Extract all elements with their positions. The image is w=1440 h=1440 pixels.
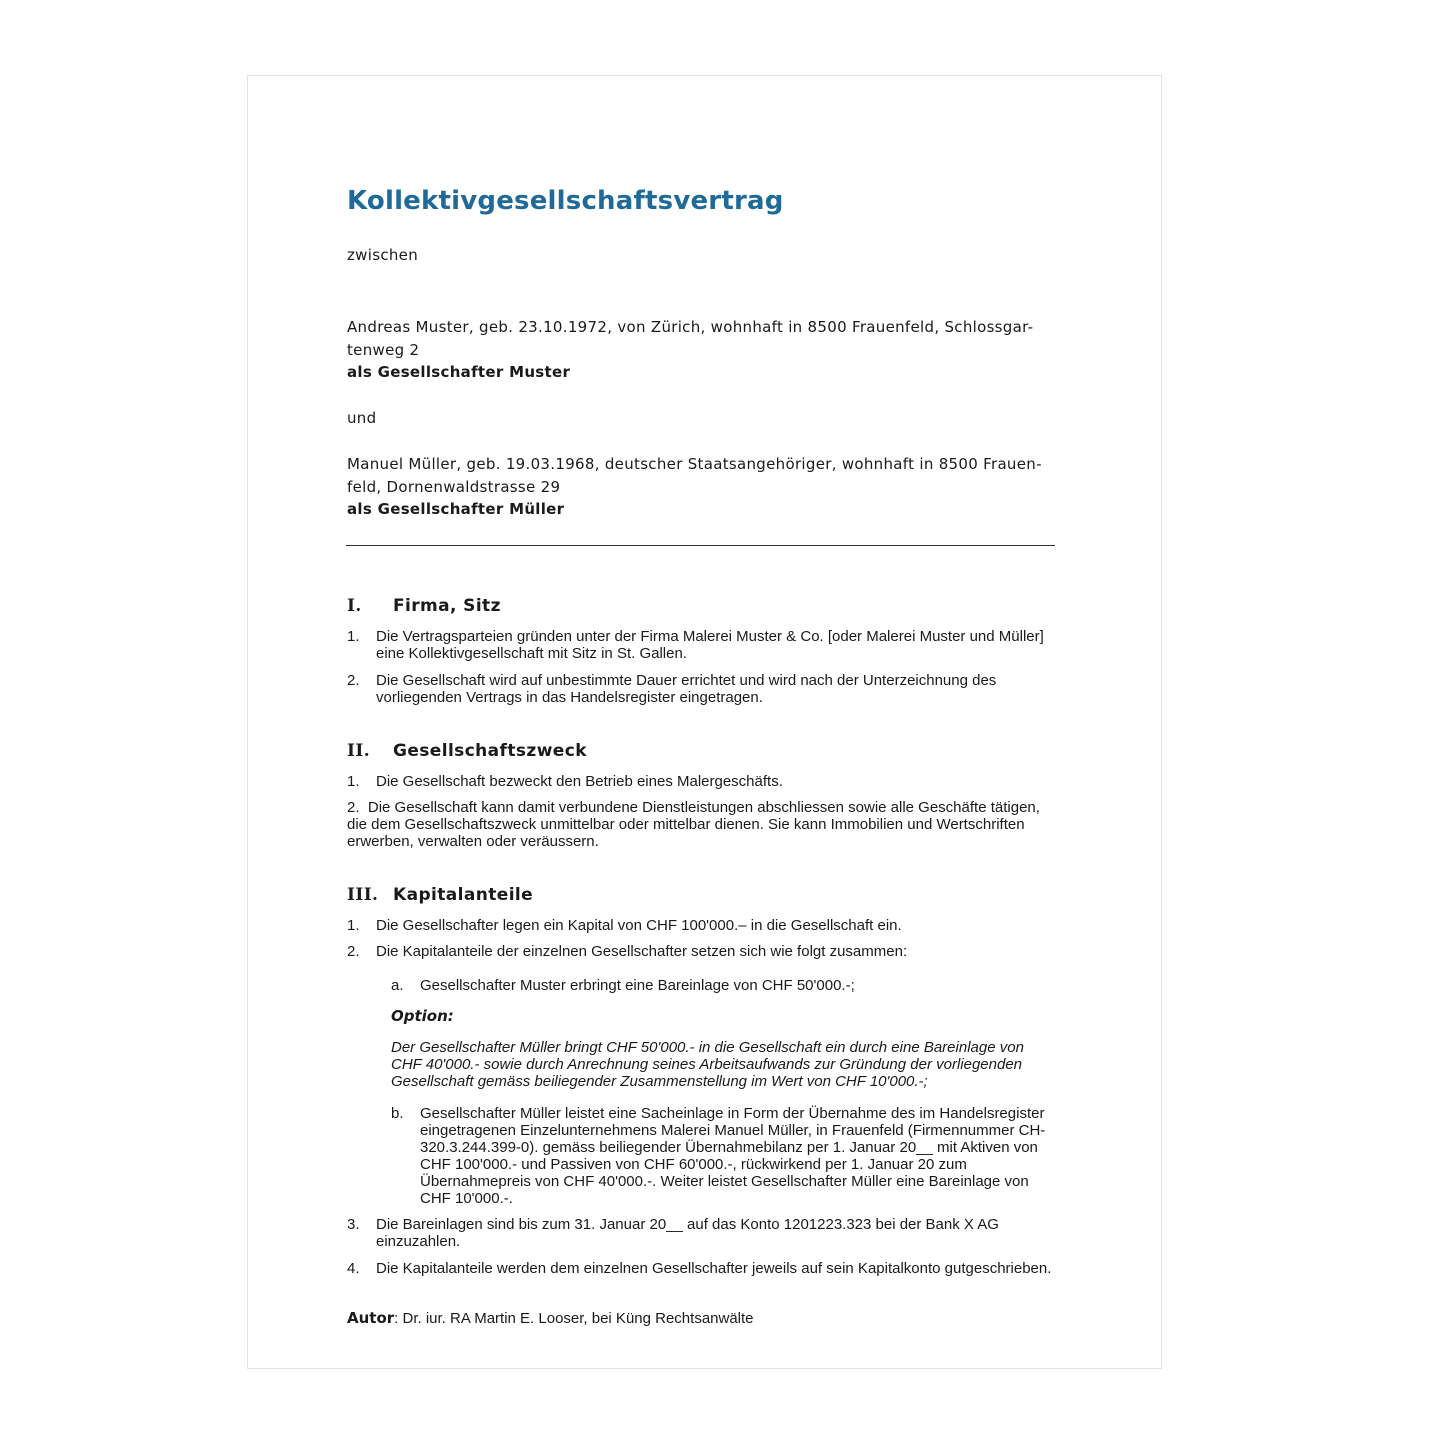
section-heading-3 bbox=[347, 885, 533, 905]
option-text: Der Gesellschafter Müller bringt CHF 50'000.- in die Gesellschaft ein durch eine Bareinlage von CHF 40'000.- sowie durch Anrechnung seines Arbeitsaufwands zur Gründung der vorliegenden Gesellschaft gemäss beiliegender Zusammenstellung im Wert von CHF 10'000.-; bbox=[391, 1039, 1024, 1090]
party2-line2: feld, Dornenwaldstrasse 29 bbox=[347, 478, 561, 496]
item-text: Die Vertragsparteien gründen unter der Firma Malerei Muster & Co. [oder Malerei Muster und Müller] eine Kollektivgesellschaft mit Sitz in St. Gallen. bbox=[376, 628, 1044, 662]
sub-item-text: Gesellschafter Müller leistet eine Sacheinlage in Form der Übernahme des im Handelsregister eingetragenen Einzelunternehmens Malerei Manuel Müller, in Frauenfeld (Firmennummer CH-320.3.244.399-0). gemäss beiliegender Übernahmebilanz per 1. Januar 20__ mit Aktiven von CHF 100'000.- und Passiven von CHF 60'000.-, rückwirkend per 1. Januar 20 zum Übernahmepreis von CHF 40'000.-. Weiter leistet Gesellschafter Müller eine Bareinlage von CHF 10'000.-. bbox=[420, 1105, 1046, 1207]
item-number: 1. bbox=[347, 628, 360, 645]
item-number: 1. bbox=[347, 773, 360, 790]
list-item bbox=[347, 1260, 1053, 1277]
party1-role: als Gesellschafter Muster bbox=[347, 363, 571, 381]
party2-role: als Gesellschafter Müller bbox=[347, 500, 565, 518]
divider-line bbox=[346, 545, 1055, 546]
section-title: Gesellschaftszweck bbox=[393, 741, 587, 761]
and-text: und bbox=[347, 409, 377, 427]
list-item bbox=[347, 1216, 1053, 1250]
item-number: 2. bbox=[347, 943, 360, 960]
section-heading-1 bbox=[347, 596, 501, 616]
item-text: Die Gesellschaft wird auf unbestimmte Dauer errichtet und wird nach der Unterzeichnung des vorliegenden Vertrags in das Handelsregister eingetragen. bbox=[376, 672, 997, 706]
document-page bbox=[247, 75, 1162, 1369]
document-title: Kollektivgesellschaftsvertrag bbox=[347, 186, 784, 216]
sub-item-text: Gesellschafter Muster erbringt eine Bareinlage von CHF 50'000.-; bbox=[420, 977, 855, 994]
item-text: Die Kapitalanteile der einzelnen Gesellschafter setzen sich wie folgt zusammen: bbox=[376, 943, 908, 960]
list-item bbox=[347, 628, 1053, 662]
item-text: Die Bareinlagen sind bis zum 31. Januar 20__ auf das Konto 1201223.323 bei der Bank X AG einzuzahlen. bbox=[376, 1216, 999, 1250]
list-item bbox=[347, 799, 1053, 850]
item-text: Die Gesellschafter legen ein Kapital von CHF 100'000.– in die Gesellschaft ein. bbox=[376, 917, 902, 934]
sub-item-letter: b. bbox=[391, 1105, 404, 1122]
party1-line1: Andreas Muster, geb. 23.10.1972, von Zürich, wohnhaft in 8500 Frauenfeld, Schlossgar- bbox=[347, 318, 1034, 336]
section-title: Firma, Sitz bbox=[393, 596, 501, 616]
section-heading-2 bbox=[347, 741, 587, 761]
item-text: Die Kapitalanteile werden dem einzelnen Gesellschafter jeweils auf sein Kapitalkonto gutgeschrieben. bbox=[376, 1260, 1052, 1277]
party2-line1: Manuel Müller, geb. 19.03.1968, deutscher Staatsangehöriger, wohnhaft in 8500 Frauen- bbox=[347, 455, 1042, 473]
item-number: 3. bbox=[347, 1216, 360, 1233]
item-number: 2. bbox=[347, 672, 360, 689]
author-text: : Dr. iur. RA Martin E. Looser, bei Küng Rechtsanwälte bbox=[394, 1310, 754, 1327]
author-label: Autor bbox=[347, 1309, 395, 1327]
item-text: Die Gesellschaft kann damit verbundene Dienstleistungen abschliessen sowie alle Geschäfte tätigen, die dem Gesellschaftszweck unmittelbar oder mittelbar dienen. Sie kann Immobilien und Wertschriften erwerben, verwalten oder veräussern. bbox=[347, 799, 1040, 850]
list-item bbox=[347, 917, 1053, 934]
section-number: II. bbox=[347, 741, 371, 761]
section-number: I. bbox=[347, 596, 362, 616]
list-item bbox=[347, 672, 1053, 706]
between-text: zwischen bbox=[347, 246, 419, 264]
option-label: Option: bbox=[391, 1007, 454, 1025]
list-item bbox=[347, 773, 1053, 790]
list-item bbox=[347, 943, 1053, 960]
item-number: 2. bbox=[347, 799, 360, 816]
item-number: 4. bbox=[347, 1260, 360, 1277]
sub-item-a bbox=[391, 977, 1053, 994]
sub-item-letter: a. bbox=[391, 977, 404, 994]
author-line bbox=[347, 1309, 754, 1327]
section-number: III. bbox=[347, 885, 379, 905]
item-number: 1. bbox=[347, 917, 360, 934]
item-text: Die Gesellschaft bezweckt den Betrieb eines Malergeschäfts. bbox=[376, 773, 783, 790]
section-title: Kapitalanteile bbox=[393, 885, 534, 905]
sub-item-b bbox=[391, 1105, 1053, 1207]
party1-line2: tenweg 2 bbox=[347, 341, 420, 359]
